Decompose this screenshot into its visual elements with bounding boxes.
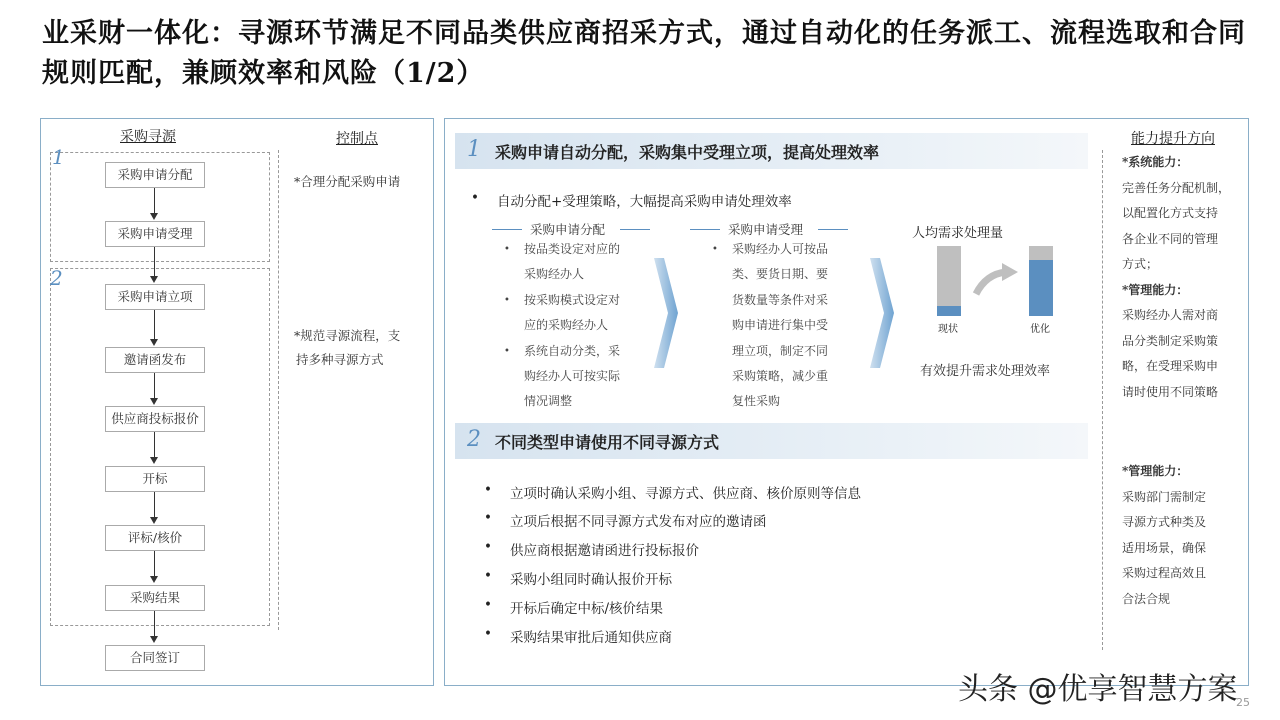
acceptance-line-7: 复性采购 bbox=[732, 394, 781, 408]
step-contract-signing: 合同签订 bbox=[105, 645, 205, 671]
section-1-header bbox=[455, 133, 1088, 169]
chart-title: 人均需求处理量 bbox=[912, 226, 1004, 241]
chart-caption: 有效提升需求处理效率 bbox=[920, 364, 1051, 379]
capability-block-1: *系统能力： 完善任务分配机制， 以配置化方式支持 各企业不同的管理 方式； *管理能力： 采购经办人需对商 品分类制定采购策 略，在受理采购申 请时使用不同策略 bbox=[1122, 155, 1231, 399]
bar-before bbox=[937, 246, 961, 316]
group-1-number: 1 bbox=[52, 145, 65, 169]
section-1-title: 采购申请自动分配，采购集中受理立项，提高处理效率 bbox=[495, 143, 880, 162]
acceptance-line-3: 货数量等条件对采 bbox=[732, 293, 829, 307]
acceptance-line-4: 购申请进行集中受 bbox=[732, 318, 829, 332]
allocation-subheader: 采购申请分配 bbox=[530, 222, 606, 237]
control-point-2-line-1: *规范寻源流程，支 bbox=[294, 328, 401, 343]
section-1-bullet-text: 自动分配+受理策略，大幅提高采购申请处理效率 bbox=[497, 194, 792, 210]
allocation-item-2-cont: 应的采购经办人 bbox=[524, 318, 609, 332]
acceptance-subheader: 采购申请受理 bbox=[728, 222, 804, 237]
bar-after-label: 优化 bbox=[1030, 324, 1050, 335]
section-1-number: 1 bbox=[467, 137, 481, 162]
section-2-title: 不同类型申请使用不同寻源方式 bbox=[495, 433, 720, 452]
sec2-bullet-4: • 采购小组同时确认报价开标 bbox=[484, 568, 672, 588]
control-divider bbox=[278, 150, 279, 630]
chevron-right-icon-2 bbox=[870, 258, 894, 368]
acceptance-line-5: 理立项，制定不同 bbox=[732, 344, 829, 358]
capability-divider bbox=[1102, 150, 1103, 650]
step-invitation-release: 邀请函发布 bbox=[105, 347, 205, 373]
step-bid-opening: 开标 bbox=[105, 466, 205, 492]
allocation-item-2: • 按采购模式设定对 bbox=[504, 293, 621, 307]
sec2-bullet-3: • 供应商根据邀请函进行投标报价 bbox=[484, 539, 699, 559]
bar-after-fill bbox=[1029, 260, 1053, 316]
section-2-header bbox=[455, 423, 1088, 459]
section-1-bullet: • 自动分配+受理策略，大幅提高采购申请处理效率 bbox=[471, 190, 792, 210]
acceptance-line-2: 类、要货日期、要 bbox=[732, 267, 829, 281]
capability-header: 能力提升方向 bbox=[1131, 131, 1215, 147]
page-title: 业采财一体化：寻源环节满足不同品类供应商招采方式，通过自动化的任务派工、流程选取和合同规则匹配，兼顾效率和风险（1/2） bbox=[42, 18, 1246, 89]
bar-before-fill bbox=[937, 306, 961, 317]
allocation-item-3: • 系统自动分类，采 bbox=[504, 344, 621, 358]
sec2-bullet-2: • 立项后根据不同寻源方式发布对应的邀请函 bbox=[484, 510, 767, 530]
group-2-number: 2 bbox=[50, 266, 63, 290]
curved-arrow-icon bbox=[972, 262, 1020, 298]
step-bid-evaluation: 评标/核价 bbox=[105, 525, 205, 551]
control-point-1: *合理分配采购申请 bbox=[294, 174, 401, 189]
process-group-2 bbox=[50, 268, 270, 626]
allocation-item-1: • 按品类设定对应的 bbox=[504, 242, 621, 256]
control-column-header: 控制点 bbox=[336, 131, 378, 147]
step-purchase-request-project: 采购申请立项 bbox=[105, 284, 205, 310]
sec2-bullet-5: • 开标后确定中标/核价结果 bbox=[484, 597, 664, 617]
bar-after bbox=[1029, 246, 1053, 316]
chevron-right-icon bbox=[654, 258, 678, 368]
capability-block-2: *管理能力： 采购部门需制定 寻源方式种类及 适用场景，确保 采购过程高效且 合法合规 bbox=[1122, 464, 1207, 606]
watermark: 头条 @优享智慧方案 bbox=[958, 672, 1238, 707]
allocation-item-3-cont2: 情况调整 bbox=[524, 394, 573, 408]
sec2-bullet-6: • 采购结果审批后通知供应商 bbox=[484, 626, 672, 646]
acceptance-item: • 采购经办人可按品 bbox=[712, 242, 829, 256]
allocation-item-1-cont: 采购经办人 bbox=[524, 267, 585, 281]
process-column-header: 采购寻源 bbox=[120, 129, 176, 145]
acceptance-line-6: 采购策略，减少重 bbox=[732, 369, 829, 383]
allocation-item-3-cont: 购经办人可按实际 bbox=[524, 369, 621, 383]
step-purchase-result: 采购结果 bbox=[105, 585, 205, 611]
step-purchase-request-allocation: 采购申请分配 bbox=[105, 162, 205, 188]
bar-before-label: 现状 bbox=[938, 324, 958, 335]
page-number: 25 bbox=[1236, 696, 1250, 709]
step-supplier-bidding: 供应商投标报价 bbox=[105, 406, 205, 432]
step-purchase-request-acceptance: 采购申请受理 bbox=[105, 221, 205, 247]
sec2-bullet-1: • 立项时确认采购小组、寻源方式、供应商、核价原则等信息 bbox=[484, 482, 861, 502]
section-2-number: 2 bbox=[467, 427, 481, 452]
control-point-2-line-2: 持多种寻源方式 bbox=[296, 352, 384, 367]
